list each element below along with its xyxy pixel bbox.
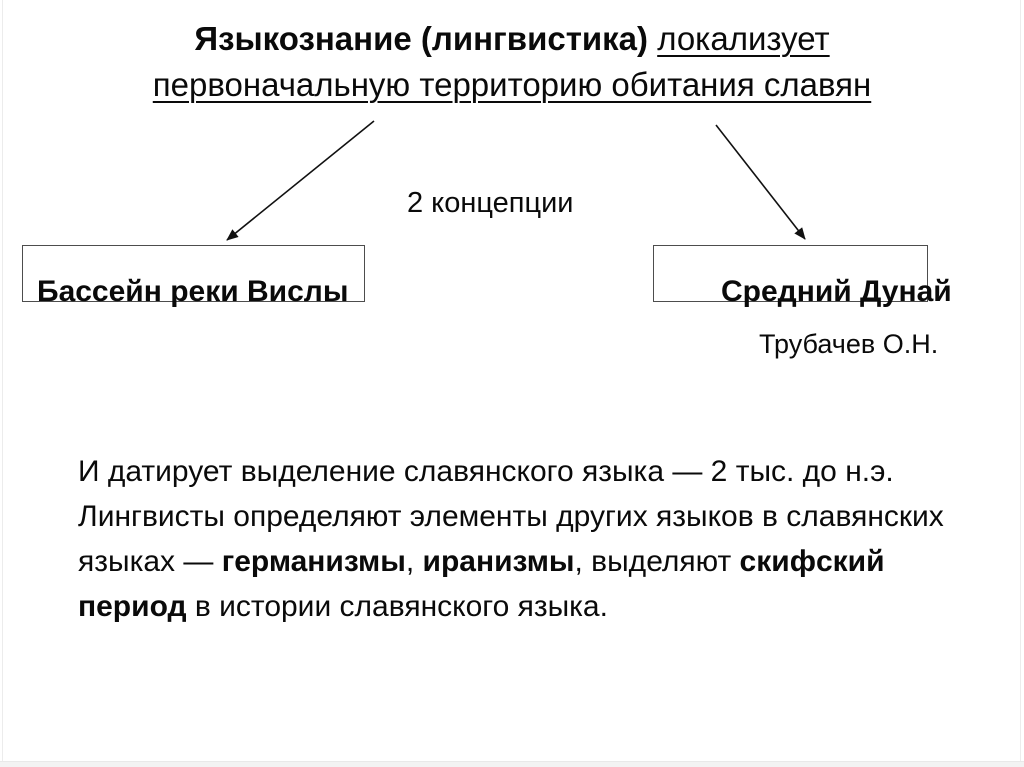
concept-left-label: Бассейн реки Вислы <box>37 275 349 308</box>
body-paragraph <box>78 449 954 629</box>
text-segment-normal: , <box>405 545 423 578</box>
text-segment-underline: локализует <box>657 20 830 57</box>
text-segment-normal: , выделяют <box>574 545 740 578</box>
author-label: Трубачев О.Н. <box>759 329 939 359</box>
text-segment-bold: Языкознание (лингвистика) <box>194 20 658 57</box>
title-line-2 <box>52 62 972 108</box>
arrow-to-left-box-icon <box>227 121 374 240</box>
slide-left-edge-line <box>2 0 3 767</box>
text-segment-bold: скифский период <box>78 545 893 623</box>
slide-right-edge-line <box>1020 0 1021 767</box>
text-segment-normal: в истории славянского языка. <box>186 590 608 623</box>
title-line-1 <box>52 16 972 62</box>
text-segment-underline: первоначальную территорию обитания славян <box>152 66 872 103</box>
arrow-to-right-box-icon <box>716 125 805 239</box>
text-segment-bold: германизмы <box>221 545 406 578</box>
slide-title <box>52 16 972 108</box>
text-segment-normal: И датирует выделение славянского языка — 2 тыс. до н.э. Лингвисты определяют элементы других языков в славянских языках — <box>78 455 953 578</box>
text-segment-bold: иранизмы <box>422 545 575 578</box>
concepts-count-label: 2 концепции <box>407 187 574 219</box>
slide-bottom-strip <box>0 761 1024 767</box>
concept-right-label: Средний Дунай <box>721 275 952 308</box>
